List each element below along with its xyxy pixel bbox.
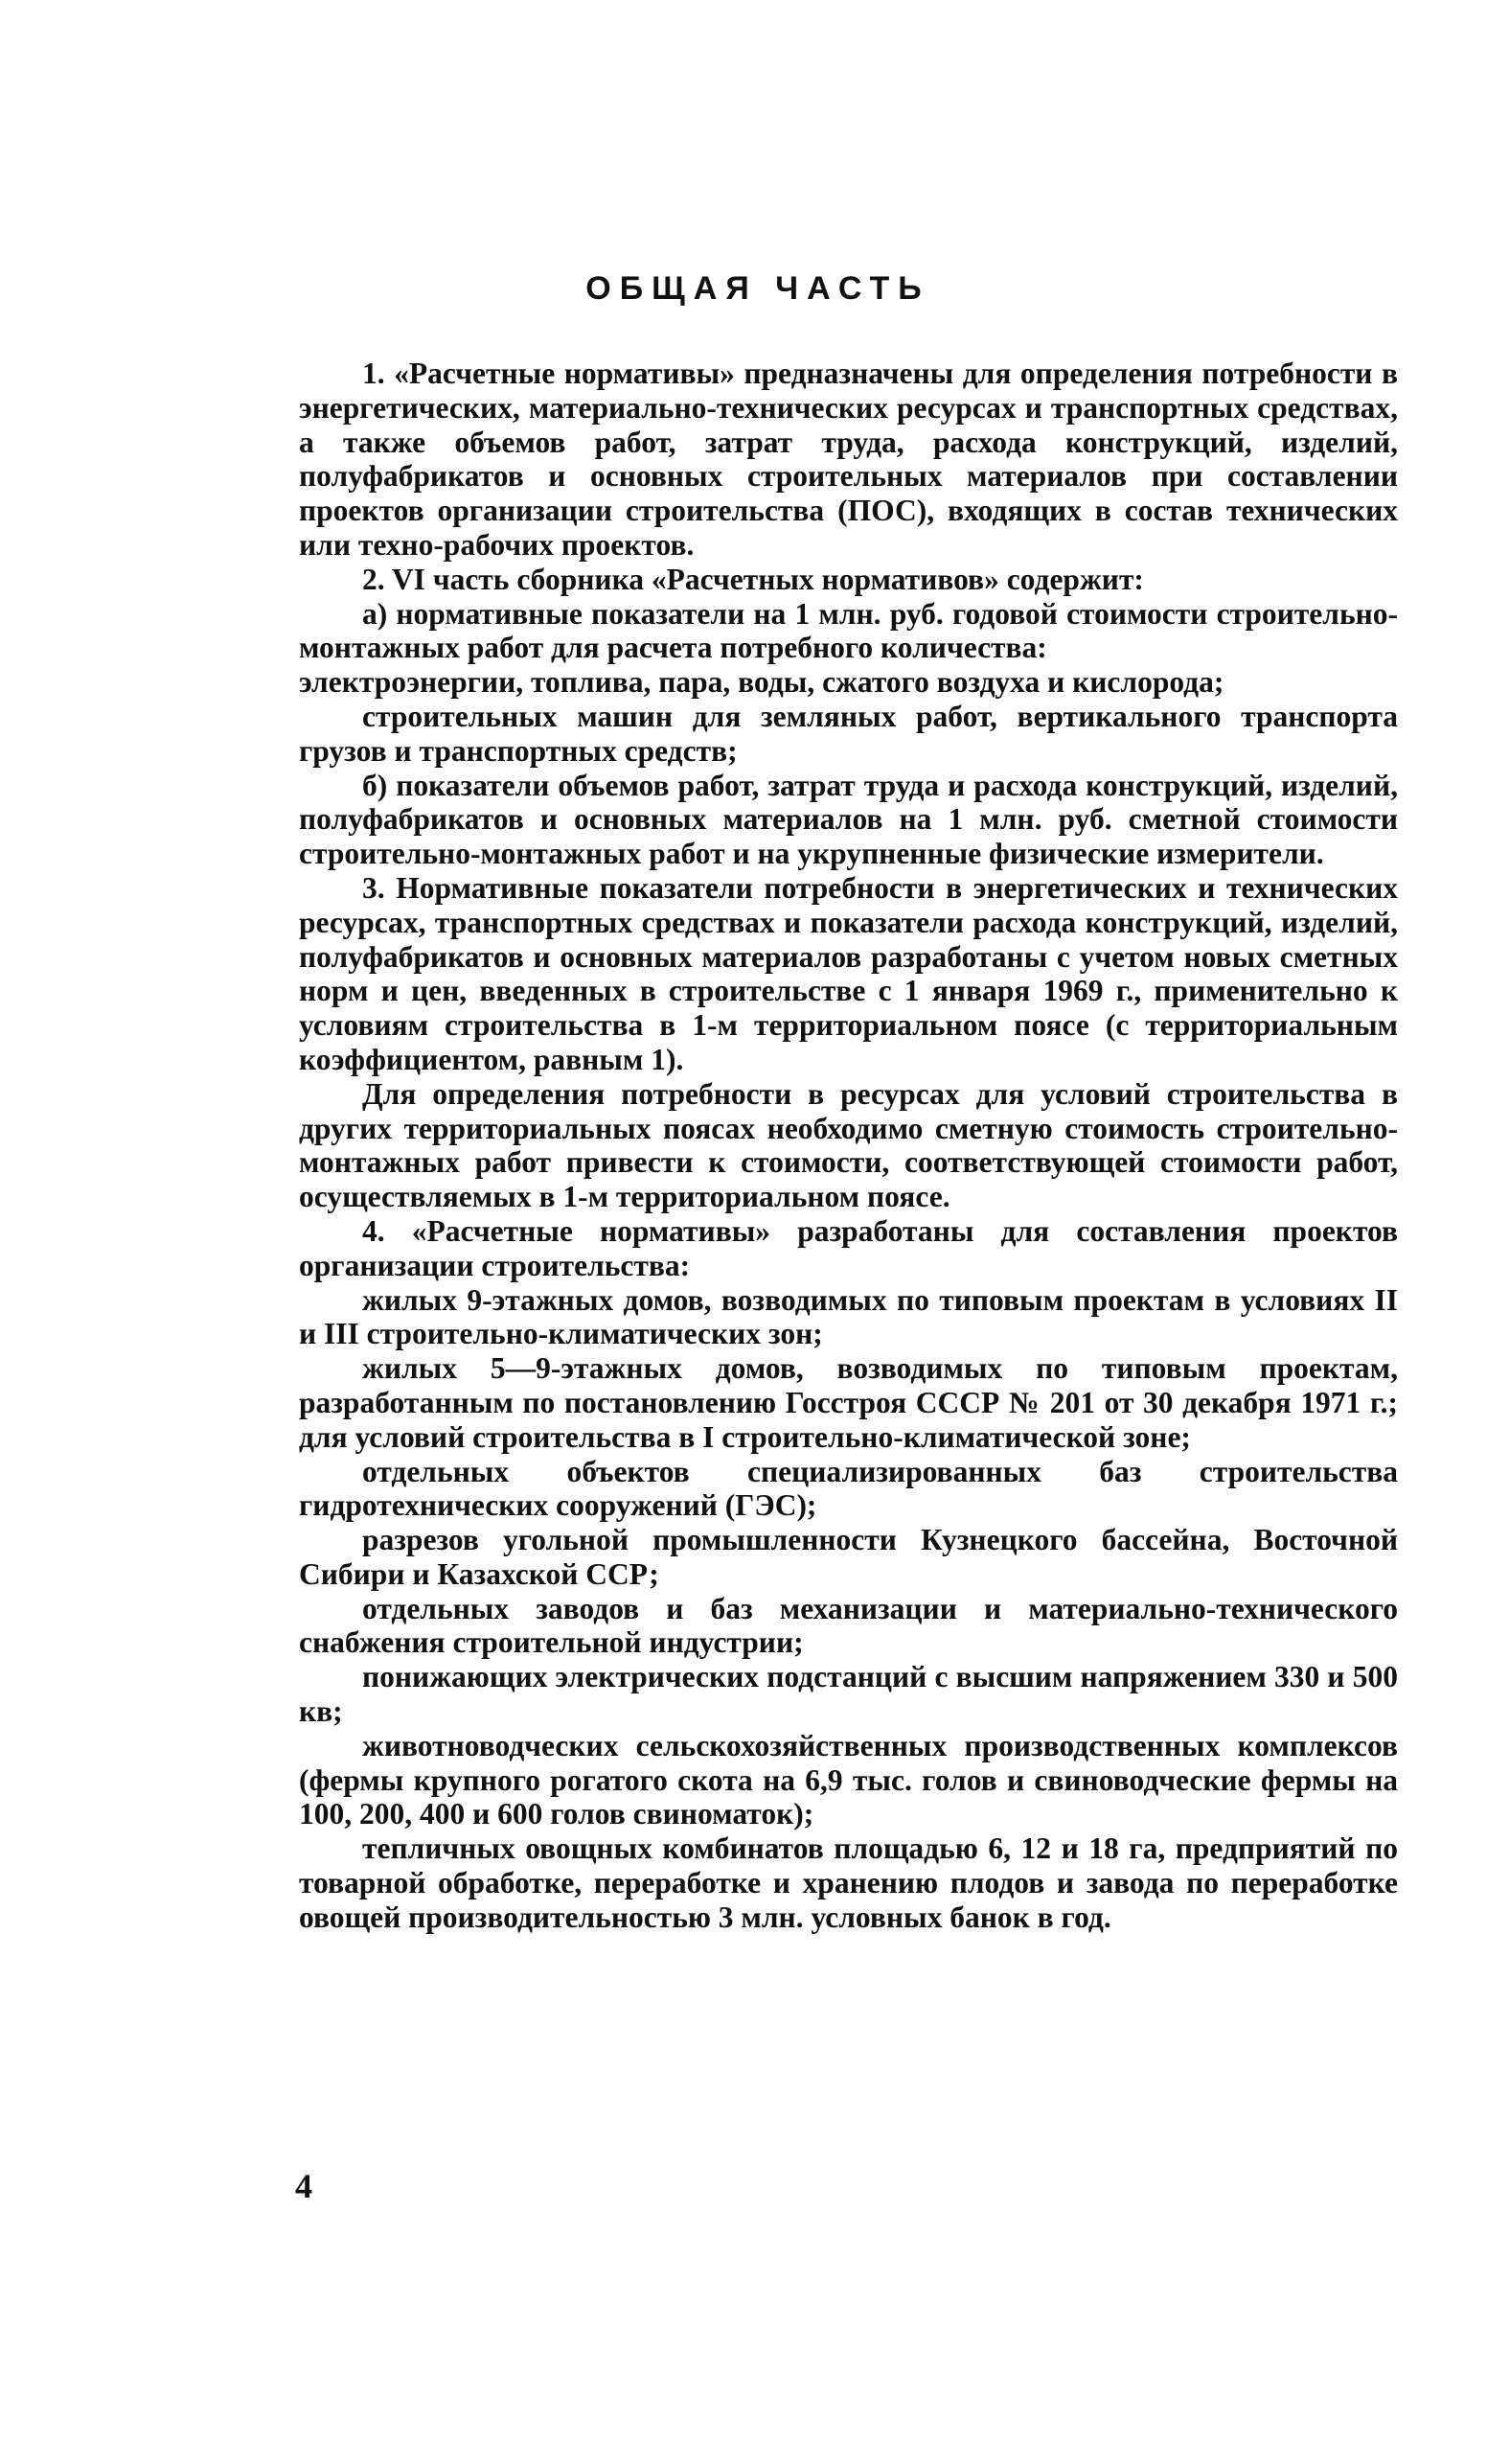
paragraph-1: 1. «Расчетные нормативы» предназначены для определения потребности в энергетических, материально-технических ресурсах и транспортных средствах, а также объемов работ, затрат труда, расхода конструкций, изделий, полуфабрикатов и основных строительных материалов при составлении проектов организации строительства (ПОС), входящих в состав технических или техно-рабочих проектов. <box>299 357 1398 562</box>
list-item-housing-5-9-floor: жилых 5—9-этажных домов, возводимых по типовым проектам, разработанным по постановлению Госстроя СССР № 201 от 30 декабря 1971 г.; для условий строительства в I строительно-климатической зоне; <box>299 1351 1398 1454</box>
paragraph-2: 2. VI часть сборника «Расчетных нормативов» содержит: <box>362 562 1144 596</box>
list-item-greenhouse-complexes: тепличных овощных комбинатов площадью 6, 12 и 18 га, предприятий по товарной обработке, переработке и хранению плодов и завода по переработке овощей производительностью 3 млн. условных банок в год. <box>299 1831 1398 1934</box>
paragraph-3-note: Для определения потребности в ресурсах для условий строительства в других территориальных поясах необходимо сметную стоимость строительно-монтажных работ привести к стоимости, соответствующей стоимости работ, осуществляемых в 1-м территориальном поясе. <box>299 1076 1398 1214</box>
list-item-livestock-complexes: животноводческих сельскохозяйственных производственных комплексов (фермы крупного рогатого скота на 6,9 тыс. голов и свиноводческие фермы на 100, 200, 400 и 600 голов свиноматок); <box>299 1728 1398 1831</box>
list-item-plants-bases: отдельных заводов и баз механизации и материально-технического снабжения строительной индустрии; <box>299 1591 1398 1660</box>
list-item-hydro-bases: отдельных объектов специализированных баз строительства гидротехнических сооружений (ГЭС); <box>299 1454 1398 1523</box>
list-item-substations: понижающих электрических подстанций с высшим напряжением 330 и 500 кв; <box>299 1660 1398 1729</box>
paragraph-2a: а) нормативные показатели на 1 млн. руб. годовой стоимости строительно-монтажных работ для расчета потребного количества: <box>299 596 1398 665</box>
paragraph-2a-list-1: электроэнергии, топлива, пара, воды, сжатого воздуха и кислорода; <box>299 665 1224 700</box>
list-item-housing-9-floor: жилых 9-этажных домов, возводимых по типовым проектам в условиях II и III строительно-климатических зон; <box>299 1282 1398 1351</box>
paragraph-4: 4. «Расчетные нормативы» разработаны для составления проектов организации строительства: <box>299 1213 1398 1282</box>
document-body <box>299 357 1398 1935</box>
page-number: 4 <box>295 2167 312 2205</box>
paragraph-3: 3. Нормативные показатели потребности в энергетических и технических ресурсах, транспортных средствах и показатели расхода конструкций, изделий, полуфабрикатов и основных материалов разработаны с учетом новых сметных норм и цен, введенных в строительстве с 1 января 1969 г., применительно к условиям строительства в 1-м территориальном поясе (с территориальным коэффициентом, равным 1). <box>299 870 1398 1076</box>
paragraph-2b: б) показатели объемов работ, затрат труда и расхода конструкций, изделий, полуфабрикатов и основных материалов на 1 млн. руб. сметной стоимости строительно-монтажных работ и на укрупненные физические измерители. <box>299 768 1398 871</box>
list-item-coal-pits: разрезов угольной промышленности Кузнецкого бассейна, Восточной Сибири и Казахской ССР; <box>299 1523 1398 1591</box>
section-title: ОБЩАЯ ЧАСТЬ <box>585 270 930 307</box>
paragraph-2a-list-2: строительных машин для земляных работ, вертикального транспорта грузов и транспортных средств; <box>299 699 1398 768</box>
